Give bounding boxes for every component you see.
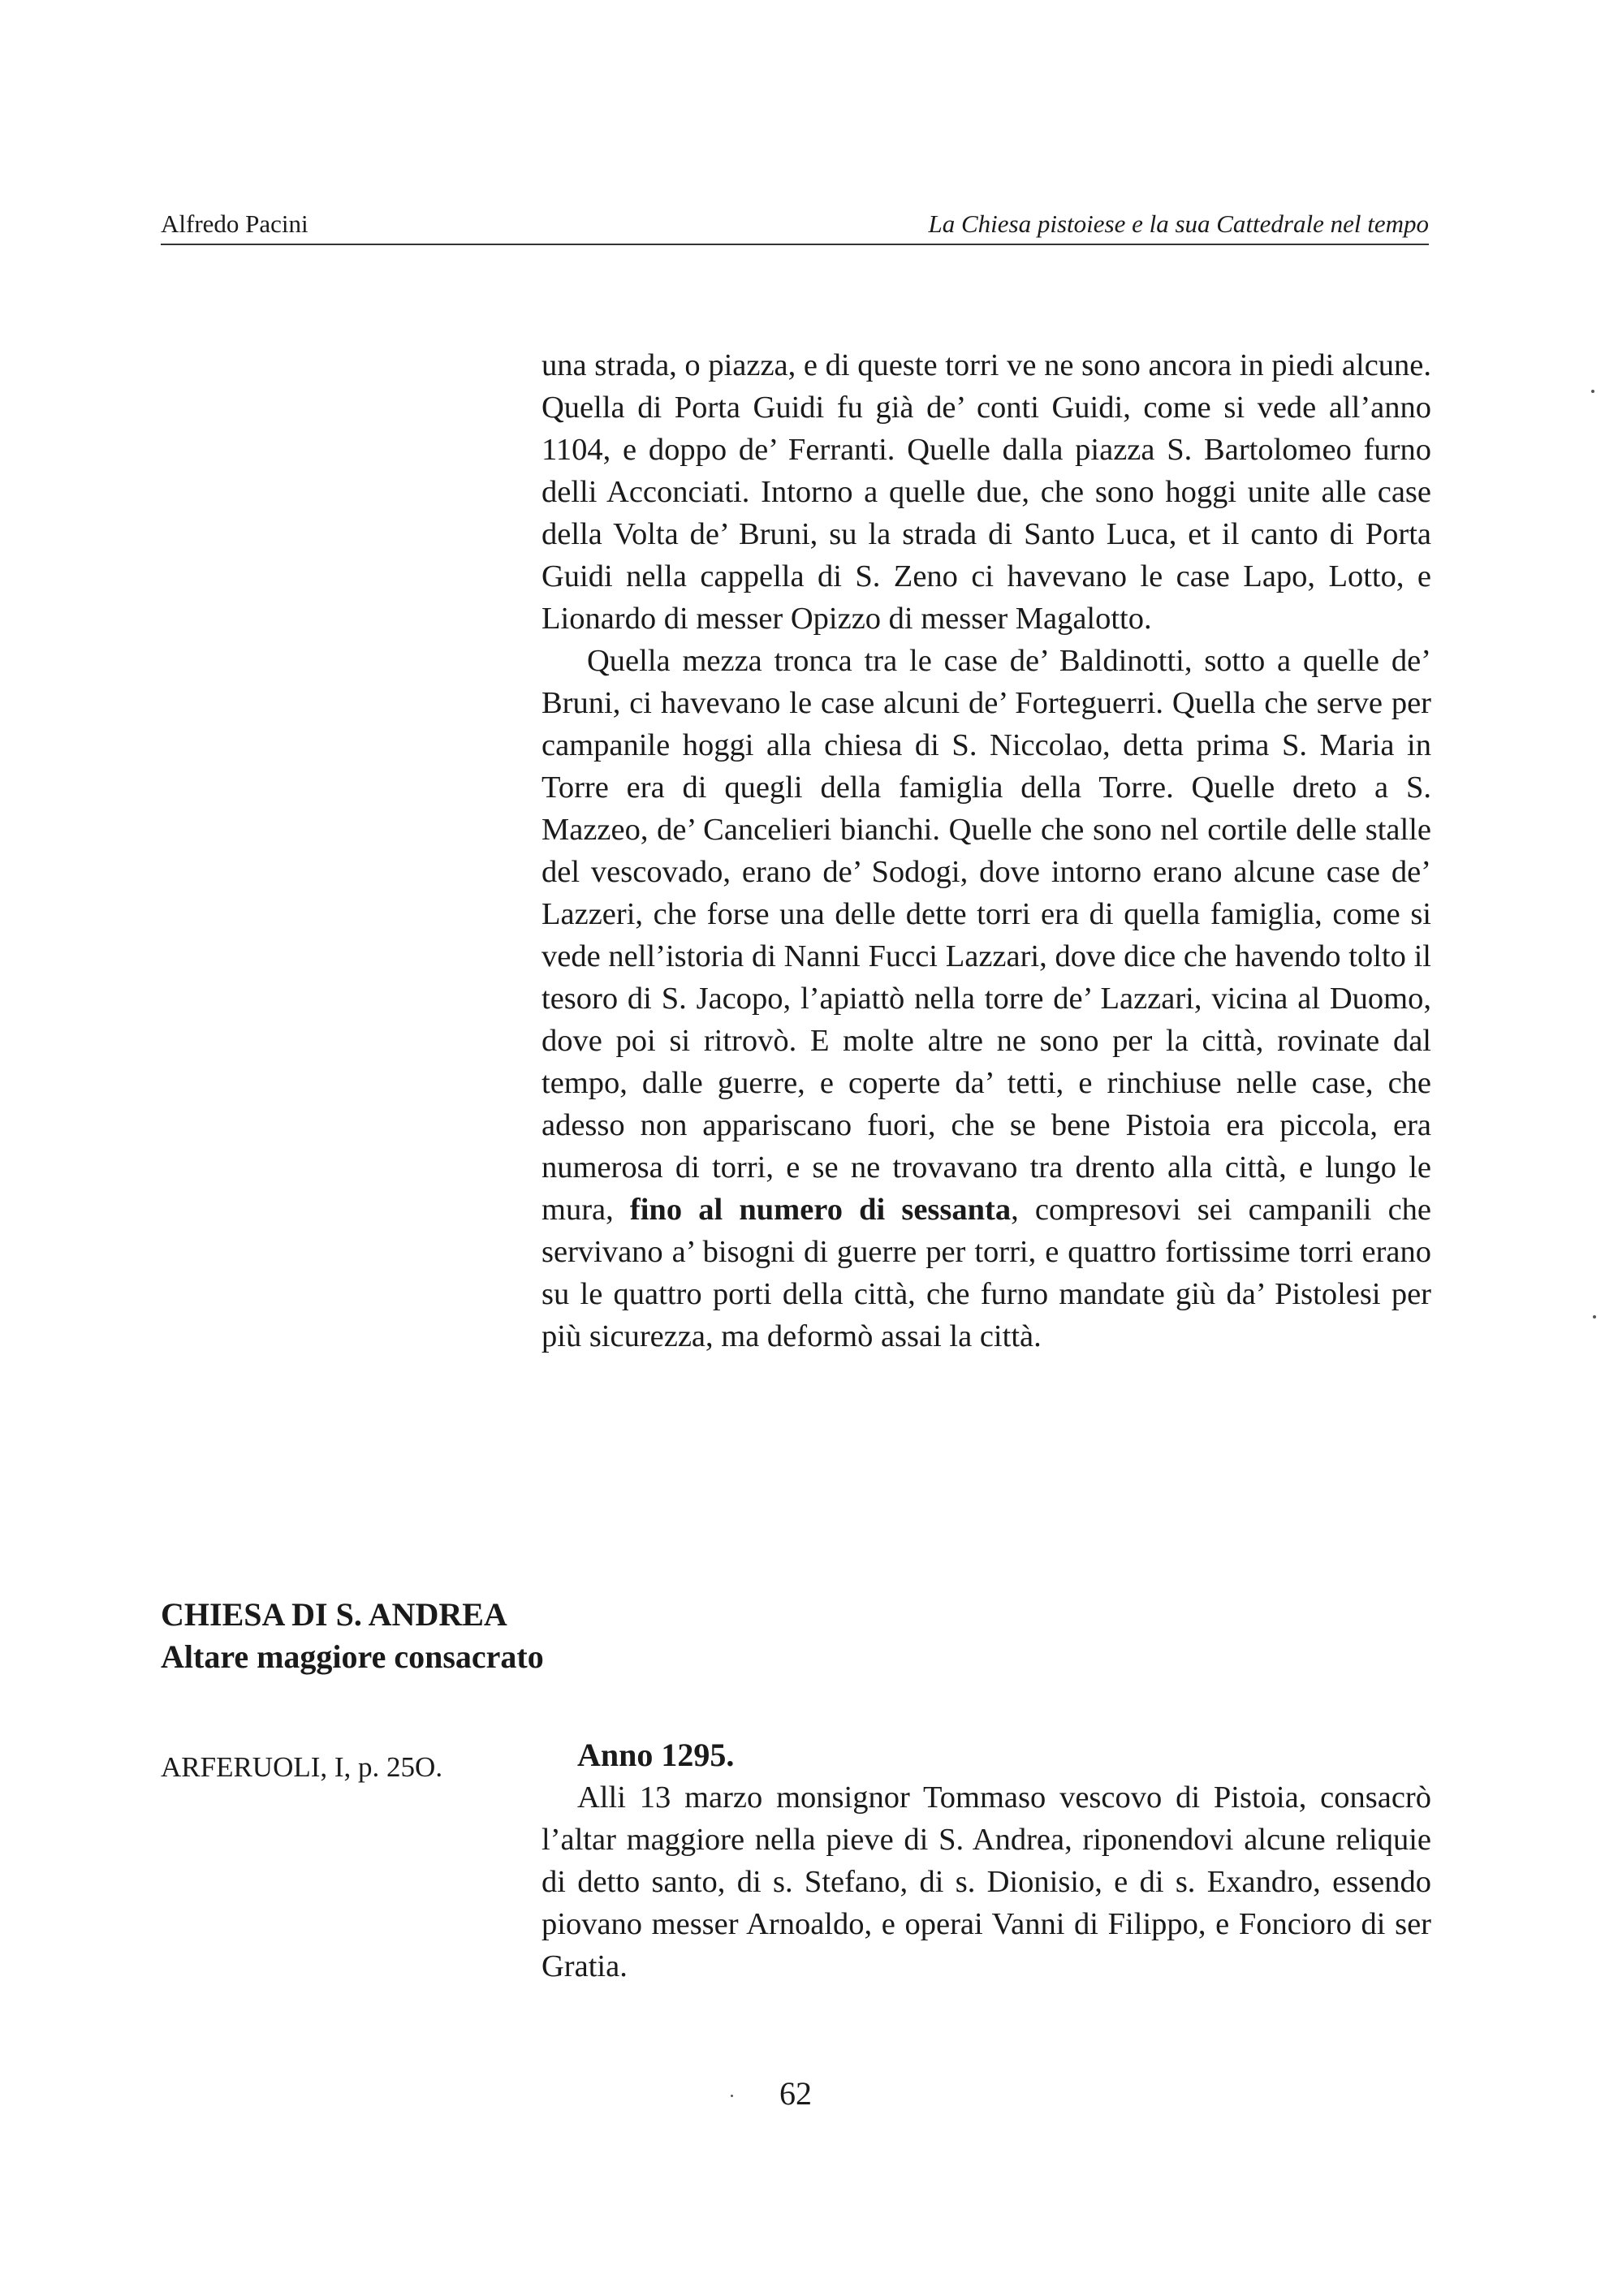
scan-speck: [731, 2095, 733, 2097]
scan-speck: [1591, 390, 1594, 393]
section-heading: [161, 1594, 891, 1678]
chronicle-entry: [541, 1734, 1431, 1987]
body-text-run: Quella mezza tronca tra le case de’ Baldinotti, sotto a quelle de’ Bruni, ci havevano le case alcuni de’ Forteguerri. Quella che serve per campanile hoggi alla chiesa di S. Niccolao, detta prima S. Maria in Torre era di quegli della famiglia della Torre. Quelle dreto a S. Mazzeo, de’ Cancelieri bianchi. Quelle che sono nel cortile delle stalle del vescovado, erano de’ Sodogi, dove intorno erano alcune case de’ Lazzeri, che forse una delle dette torri era di quella famiglia, come si vede nell’istoria di Nanni Fucci Lazzari, dove dice che havendo tolto il tesoro di S. Jacopo, l’apiattò nella torre de’ Lazzari, vicina al Duomo, dove poi si ritrovò. E molte altre ne sono per la città, rovinate dal tempo, dalle guerre, e coperte da’ tetti, e rinchiuse nelle case, che adesso non appariscano fuori, che se bene Pistoia era piccola, era numerosa di torri, e se ne trovavano tra drento alla città, e lungo le mura,: [541, 644, 1431, 1227]
body-paragraph: [541, 640, 1431, 1357]
emphasized-phrase: fino al numero di sessanta: [629, 1193, 1012, 1227]
body-text: [541, 344, 1431, 1357]
header-author: Alfredo Pacini: [161, 209, 308, 238]
section-subtitle: Altare maggiore consacrato: [161, 1638, 544, 1675]
entry-text: Alli 13 marzo monsignor Tommaso vescovo di Pistoia, consacrò l’altar maggiore nella pieve di S. Andrea, riponendovi alcune reliquie di detto santo, di s. Stefano, di s. Dionisio, e di s. Exandro, essendo piovano messer Arnoaldo, e operai Vanni di Filippo, e Fonciorо di ser Gratia.: [541, 1780, 1431, 1983]
running-header: [161, 206, 1429, 245]
section-title: CHIESA DI S. ANDREA: [161, 1596, 507, 1633]
page-number: 62: [779, 2075, 812, 2112]
entry-year: Anno 1295.: [577, 1737, 735, 1773]
header-book-title: La Chiesa pistoiese e la sua Cattedrale nel tempo: [928, 209, 1429, 238]
scan-speck: [1593, 1315, 1596, 1318]
body-text-run: , compresovi sei campanili che servivano a’ bisogni di guerre per torri, e quattro fortissime torri erano su le quattro porti della città, che furno mandate giù da’ Pistolesi per più sicurezza, ma deformò assai la città.: [541, 1193, 1431, 1353]
body-paragraph: una strada, o piazza, e di queste torri ve ne sono ancora in piedi alcune. Quella di Porta Guidi fu già de’ conti Guidi, come si vede all’anno 1104, e doppo de’ Ferranti. Quelle dalla piazza S. Bartolomeo furno delli Acconciati. Intorno a quelle due, che sono hoggi unite alle case della Volta de’ Bruni, su la strada di Santo Luca, et il canto di Porta Guidi nella cappella di S. Zeno ci havevano le case Lapo, Lotto, e Lionardo di messer Opizzo di messer Magalotto.: [541, 348, 1431, 636]
side-reference: ARFERUOLI, I, p. 25O.: [161, 1751, 443, 1783]
